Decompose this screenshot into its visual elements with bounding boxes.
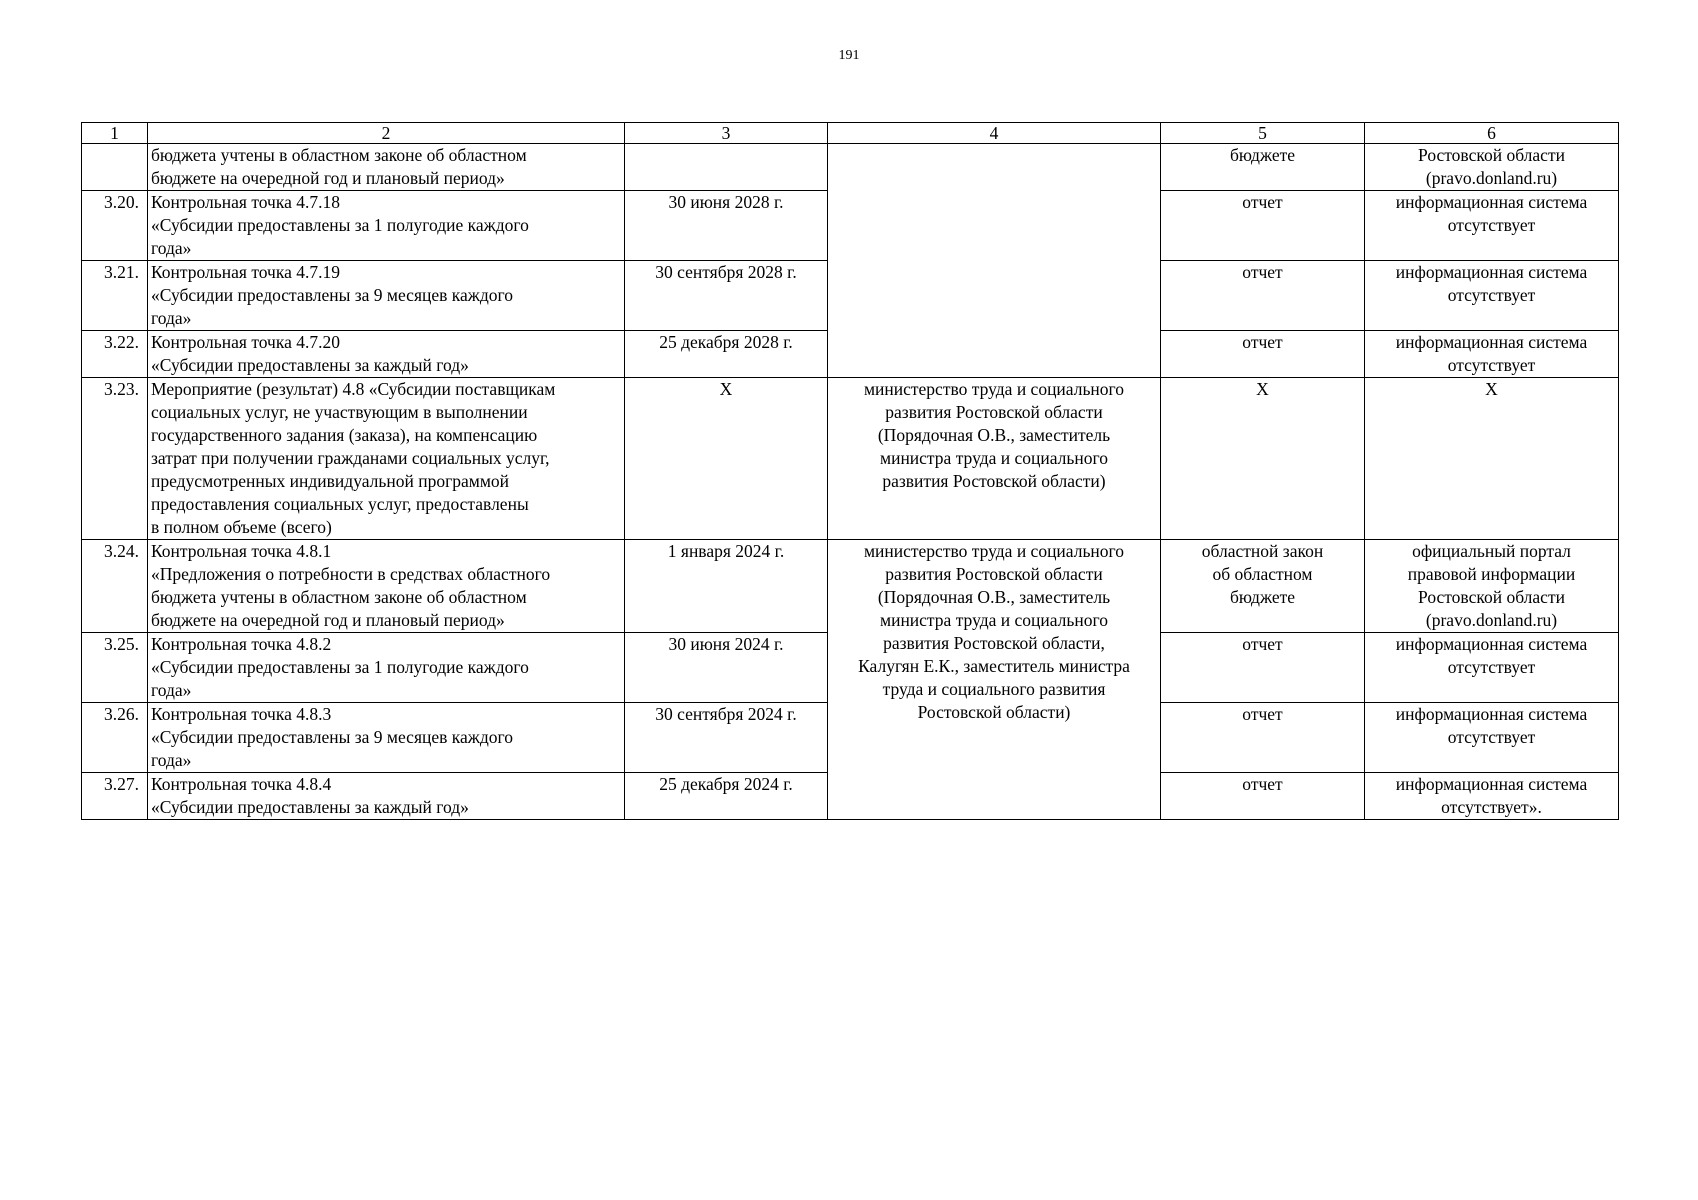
information-system bbox=[1365, 331, 1619, 378]
information-system bbox=[1365, 191, 1619, 261]
event-description-line: предоставления социальных услуг, предоставлены bbox=[151, 494, 529, 514]
event-description bbox=[148, 378, 625, 540]
event-description bbox=[148, 703, 625, 773]
event-description-line: государственного задания (заказа), на компенсацию bbox=[151, 425, 538, 445]
document-type bbox=[1161, 378, 1365, 540]
deadline-date: 1 января 2024 г. bbox=[625, 540, 828, 633]
row-number bbox=[82, 144, 148, 191]
information-system bbox=[1365, 633, 1619, 703]
information-system bbox=[1365, 378, 1619, 540]
deadline-date: 25 декабря 2028 г. bbox=[625, 331, 828, 378]
document-type-line: отчет bbox=[1242, 634, 1283, 654]
row-number: 3.21. bbox=[82, 261, 148, 331]
document-type-line: бюджете bbox=[1229, 145, 1296, 165]
row-number: 3.26. bbox=[82, 703, 148, 773]
event-description-line: Мероприятие (результат) 4.8 «Субсидии поставщикам bbox=[151, 379, 556, 399]
responsible-executor-line: труда и социального развития bbox=[882, 679, 1106, 699]
table-row bbox=[82, 378, 1619, 540]
information-system bbox=[1365, 261, 1619, 331]
event-description bbox=[148, 331, 625, 378]
deadline-date bbox=[625, 144, 828, 191]
event-description bbox=[148, 540, 625, 633]
information-system bbox=[1365, 703, 1619, 773]
document-type-line: об областном bbox=[1212, 564, 1313, 584]
responsible-executor bbox=[828, 540, 1161, 820]
event-description-line: «Субсидии предоставлены за 1 полугодие каждого bbox=[151, 657, 529, 677]
deadline-date: 30 сентября 2024 г. bbox=[625, 703, 828, 773]
event-description-line: бюджета учтены в областном законе об областном bbox=[151, 145, 527, 165]
header-cell-3: 3 bbox=[625, 123, 828, 144]
document-type bbox=[1161, 144, 1365, 191]
event-description bbox=[148, 191, 625, 261]
event-description-line: года» bbox=[151, 680, 192, 700]
event-description-line: социальных услуг, не участвующим в выполнении bbox=[151, 402, 528, 422]
responsible-executor-line: развития Ростовской области, bbox=[883, 633, 1105, 653]
event-description bbox=[148, 633, 625, 703]
event-description-line: «Субсидии предоставлены за каждый год» bbox=[151, 355, 469, 375]
document-type bbox=[1161, 261, 1365, 331]
event-description-line: года» bbox=[151, 238, 192, 258]
row-number: 3.23. bbox=[82, 378, 148, 540]
event-description-line: Контрольная точка 4.7.18 bbox=[151, 192, 340, 212]
event-description-line: Контрольная точка 4.8.2 bbox=[151, 634, 332, 654]
responsible-executor-line: министерство труда и социального bbox=[863, 379, 1125, 399]
deadline-date: 25 декабря 2024 г. bbox=[625, 773, 828, 820]
responsible-executor-line: развития Ростовской области bbox=[885, 402, 1103, 422]
event-description bbox=[148, 261, 625, 331]
information-system-line: отсутствует bbox=[1447, 285, 1536, 305]
document-type bbox=[1161, 191, 1365, 261]
event-description-line: предусмотренных индивидуальной программой bbox=[151, 471, 510, 491]
information-system bbox=[1365, 144, 1619, 191]
table-header-row bbox=[82, 123, 1619, 144]
event-description bbox=[148, 773, 625, 820]
responsible-executor-line: министра труда и социального bbox=[880, 448, 1108, 468]
document-type bbox=[1161, 540, 1365, 633]
document-type-line: отчет bbox=[1242, 262, 1283, 282]
responsible-executor-line: (Порядочная О.В., заместитель bbox=[877, 425, 1111, 445]
header-cell-4: 4 bbox=[828, 123, 1161, 144]
information-system-line: отсутствует bbox=[1447, 657, 1536, 677]
event-description-line: Контрольная точка 4.8.3 bbox=[151, 704, 332, 724]
responsible-executor-line: министерство труда и социального bbox=[863, 541, 1125, 561]
document-type bbox=[1161, 331, 1365, 378]
control-points-table bbox=[81, 122, 1619, 820]
information-system-line: отсутствует bbox=[1447, 215, 1536, 235]
event-description-line: Контрольная точка 4.7.19 bbox=[151, 262, 340, 282]
table-row bbox=[82, 144, 1619, 191]
information-system-line: информационная система bbox=[1395, 192, 1588, 212]
event-description-line: Контрольная точка 4.8.1 bbox=[151, 541, 332, 561]
responsible-executor-line: министра труда и социального bbox=[880, 610, 1108, 630]
event-description-line: затрат при получении гражданами социальных услуг, bbox=[151, 448, 550, 468]
document-type-line: отчет bbox=[1242, 332, 1283, 352]
event-description-line: «Субсидии предоставлены за каждый год» bbox=[151, 797, 469, 817]
event-description-line: Контрольная точка 4.8.4 bbox=[151, 774, 332, 794]
document-type-line: областной закон bbox=[1201, 541, 1324, 561]
event-description-line: года» bbox=[151, 750, 192, 770]
information-system-line: информационная система bbox=[1395, 332, 1588, 352]
event-description-line: «Субсидии предоставлены за 9 месяцев каждого bbox=[151, 727, 514, 747]
row-number: 3.20. bbox=[82, 191, 148, 261]
event-description-line: бюджете на очередной год и плановый период» bbox=[151, 168, 505, 188]
document-type bbox=[1161, 633, 1365, 703]
event-description-line: «Субсидии предоставлены за 9 месяцев каждого bbox=[151, 285, 514, 305]
header-cell-1: 1 bbox=[82, 123, 148, 144]
information-system-line: правовой информации bbox=[1407, 564, 1576, 584]
document-type bbox=[1161, 773, 1365, 820]
document-type-line: отчет bbox=[1242, 192, 1283, 212]
header-cell-2: 2 bbox=[148, 123, 625, 144]
document-type bbox=[1161, 703, 1365, 773]
deadline-date: 30 июня 2024 г. bbox=[625, 633, 828, 703]
information-system-line: информационная система bbox=[1395, 634, 1588, 654]
event-description bbox=[148, 144, 625, 191]
document-type-line: Х bbox=[1256, 379, 1269, 399]
information-system-line: (pravo.donland.ru) bbox=[1425, 168, 1558, 188]
event-description-line: Контрольная точка 4.7.20 bbox=[151, 332, 340, 352]
responsible-executor-line: Ростовской области) bbox=[917, 702, 1071, 722]
header-cell-5: 5 bbox=[1161, 123, 1365, 144]
event-description-line: «Предложения о потребности в средствах областного bbox=[151, 564, 551, 584]
event-description-line: бюджета учтены в областном законе об областном bbox=[151, 587, 527, 607]
header-cell-6: 6 bbox=[1365, 123, 1619, 144]
information-system-line: информационная система bbox=[1395, 704, 1588, 724]
deadline-date: 30 июня 2028 г. bbox=[625, 191, 828, 261]
information-system-line: информационная система bbox=[1395, 774, 1588, 794]
responsible-executor-line: Калугян Е.К., заместитель министра bbox=[858, 656, 1130, 676]
information-system-line: отсутствует bbox=[1447, 727, 1536, 747]
information-system-line: Ростовской области bbox=[1418, 587, 1565, 607]
row-number: 3.27. bbox=[82, 773, 148, 820]
row-number: 3.25. bbox=[82, 633, 148, 703]
responsible-executor-line: (Порядочная О.В., заместитель bbox=[877, 587, 1111, 607]
information-system-line: информационная система bbox=[1395, 262, 1588, 282]
table-row bbox=[82, 540, 1619, 633]
information-system bbox=[1365, 540, 1619, 633]
document-type-line: отчет bbox=[1242, 774, 1283, 794]
responsible-executor bbox=[828, 378, 1161, 540]
page-number: 191 bbox=[838, 48, 860, 63]
event-description-line: в полном объеме (всего) bbox=[151, 517, 332, 537]
deadline-date: 30 сентября 2028 г. bbox=[625, 261, 828, 331]
information-system-line: Х bbox=[1485, 379, 1498, 399]
responsible-executor-line: развития Ростовской области bbox=[885, 564, 1103, 584]
information-system-line: Ростовской области bbox=[1418, 145, 1565, 165]
responsible-executor-line: развития Ростовской области) bbox=[882, 471, 1106, 491]
row-number: 3.22. bbox=[82, 331, 148, 378]
event-description-line: «Субсидии предоставлены за 1 полугодие каждого bbox=[151, 215, 529, 235]
deadline-date: Х bbox=[625, 378, 828, 540]
information-system-line: отсутствует bbox=[1447, 355, 1536, 375]
event-description-line: года» bbox=[151, 308, 192, 328]
information-system bbox=[1365, 773, 1619, 820]
document-type-line: бюджете bbox=[1229, 587, 1296, 607]
document-type-line: отчет bbox=[1242, 704, 1283, 724]
row-number: 3.24. bbox=[82, 540, 148, 633]
information-system-line: официальный портал bbox=[1412, 541, 1571, 561]
responsible-executor bbox=[828, 144, 1161, 378]
event-description-line: бюджете на очередной год и плановый период» bbox=[151, 610, 505, 630]
information-system-line: (pravo.donland.ru) bbox=[1425, 610, 1558, 630]
information-system-line: отсутствует». bbox=[1441, 797, 1542, 817]
